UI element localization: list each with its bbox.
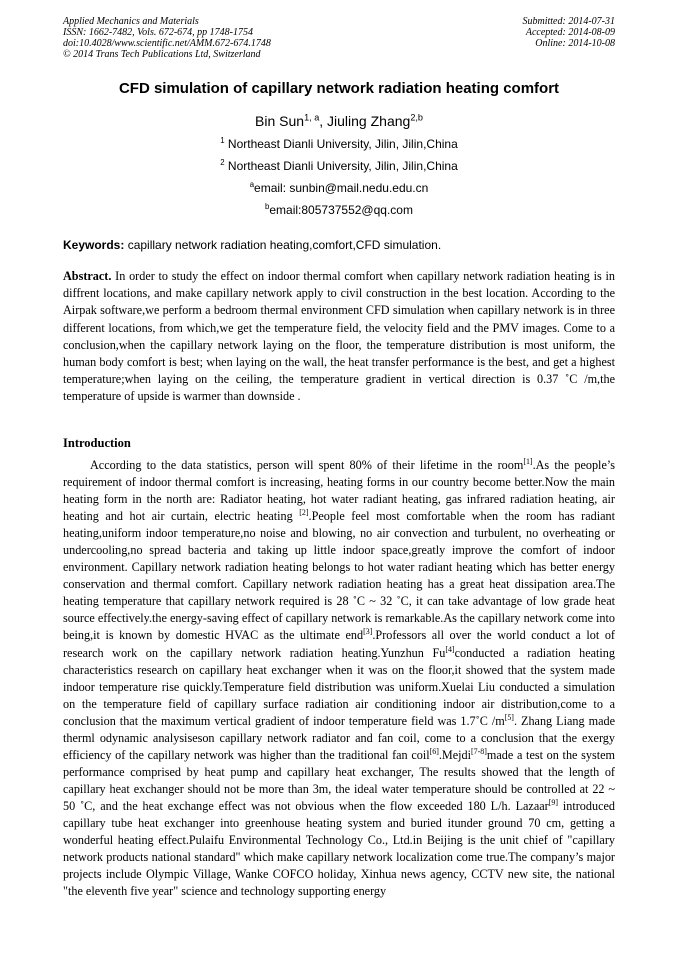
journal-issn: ISSN: 1662-7482, Vols. 672-674, pp 1748-1754 [63,27,253,38]
affiliation-1 [63,137,615,151]
citation-9: [9] [548,797,558,807]
affiliation-2 [63,159,615,173]
intro-text-8: made a test on the system performance comprised by heat pump and capillary heat exchanger, The results showed that the length of capillary heat exchanger should not be more than 3m, the ideal water temperature should be controlled at 22 ~ 50 ˚C, and the heat exchange effect was not obvious when the flow exceeded 180 L/h. Lazaar [63,747,615,813]
affiliation-2-text: Northeast Dianli University, Jilin, Jilin,China [224,159,458,173]
email-1-text: email: sunbin@mail.nedu.edu.cn [254,181,429,195]
intro-text-4: .Professors all over the world conduct a lot of research work on the capillary network radiation heating.Yunzhun Fu [63,628,615,660]
abstract [63,268,615,406]
keywords-label: Keywords: [63,238,125,252]
author-2-name: Jiuling Zhang [327,113,411,129]
abstract-text: In order to study the effect on indoor thermal comfort when capillary network radiation heating is in diffrent locations, and make capillary network apply to civil construction in the best location. According to the Airpak software,we perform a bedroom thermal environment CFD simulation when capillary network is in three different locations, from which,we get the temperature field, the velocity field and the PMV images. Come to a conclusion,when the capillary network laying on the floor, the temperature distribution is most uniform, the human body comfort is best; when laying on the wall, the heat transfer performance is the best, and get a highest temperature;when laying on the ceiling, the temperature gradient in vertical direction is 0.37 ˚C /m,the temperature of upside is warmer than downside . [63,269,615,404]
affiliation-1-text: Northeast Dianli University, Jilin, Jilin,China [224,137,458,151]
submission-dates [523,16,616,49]
accepted-date: Accepted: 2014-08-09 [525,27,615,38]
email-2-text: email:805737552@qq.com [269,203,413,217]
author-2-affil-mark: 2,b [410,112,423,123]
affiliation-2-mark: 2 [220,158,225,167]
affiliation-1-mark: 1 [220,136,225,145]
citation-6: [6] [429,746,439,756]
keywords-text: capillary network radiation heating,comfort,CFD simulation. [124,238,442,252]
citation-1: [1] [523,456,533,466]
email-1 [63,181,615,195]
online-date: Online: 2014-10-08 [535,38,615,49]
intro-text-6: . Zhang Liang made therml odynamic analysiseson capillary network radiator and fan coil, come to a conclusion that the exergy efficiency of the capillary network was higher than the traditional fan coil [63,713,615,762]
citation-4: [4] [445,644,455,654]
intro-text-5: conducted a radiation heating characteristics research on capillary heat exchanger when it was on the floor,it showed that the system made indoor temperature rise quickly.Temperature field distribution was uniform.Xuelai Liu conducted a simulation on the temperature field of capillary surface radiation air conditioning indoor air distribution,come to a conclusion that the maximum vertical gradient of indoor temperature field was 1.7˚C /m [63,645,615,728]
section-heading-introduction: Introduction [63,436,131,450]
email-2-mark: b [265,202,270,211]
citation-7-8: [7-8] [471,746,487,756]
paper-title: CFD simulation of capillary network radiation heating comfort [118,80,560,97]
email-1-mark: a [249,180,255,189]
intro-text-2: .As the people’s requirement of indoor thermal comfort is increasing, heating forms in our country become better.Now the main heating form in the north are: Radiator heating, hot water radiant heating, gas infrared radiation heating, air heating and hot air curtain, electric heating [63,458,615,524]
journal-copyright: © 2014 Trans Tech Publications Ltd, Switzerland [63,49,261,60]
author-separator: , [319,113,328,129]
journal-info [63,16,271,60]
author-1-affil-mark: 1, a [304,112,320,123]
citation-5: [5] [504,712,514,722]
journal-doi: doi:10.4028/www.scientific.net/AMM.672-674.1748 [63,38,271,49]
abstract-label: Abstract. [63,269,112,283]
intro-text-9: introduced capillary tube heat exchanger into greenhouse heating system and buried itunder ground 70 cm, getting a wonderful heating effect.Pulaifu Environmental Technology Co., Ltd.in Beijing is the unit chief of "capillary network products national standard" which make capillary network localization come true.The company’s major projects include Olympic Village, Wanke COFCO holiday, Xinhua news agency, CCTV new site, the national "the eleventh five year" science and technology supporting energy [63,798,615,899]
submitted-date: Submitted: 2014-07-31 [522,16,615,27]
citation-3: [3] [363,627,373,637]
author-line [63,113,615,129]
journal-name: Applied Mechanics and Materials [63,16,199,27]
email-2 [63,203,615,217]
keywords [63,238,615,252]
introduction-paragraph [63,457,615,900]
author-1-name: Bin Sun [255,113,305,129]
citation-2: [2] [299,508,309,518]
intro-text-1: According to the data statistics, person will spent 80% of their lifetime in the room [90,458,524,472]
intro-text-3: .People feel most comfortable when the room has radiant heating,uniform indoor temperature,no noise and blowing, no air convection and turbulent, no overheating or undercooling,no spread bacteria and taking up little indoor space,greatly improve the comfort of indoor environment. Capillary network radiation heating belongs to hot water radiant heating which has better energy conservation and thermal comfort. Capillary network radiation heating has a great heat dissipation area.The heating temperature that capillary network required is 28 ˚C ~ 32 ˚C, it can take advantage of low grade heat source effectively.the energy-saving effect of capillary network is remarkable.As the capillary network come into being,it is known by domestic HVAC as the ultimate end [63,509,615,643]
intro-text-7: .Mejdi [438,747,472,762]
